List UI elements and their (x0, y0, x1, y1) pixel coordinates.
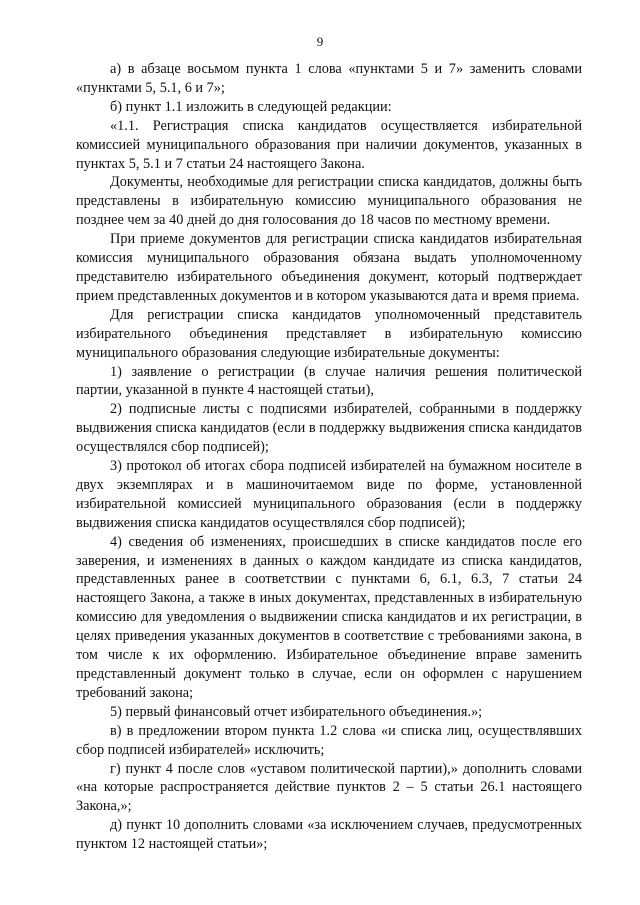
document-body (76, 60, 582, 854)
paragraph-documents-deadline: Документы, необходимые для регистрации списка кандидатов, должны быть представлены в избирательную комиссию муниципального образования не позднее чем за 40 дней до дня голосования до 18 часов по местному времени. (76, 174, 582, 229)
paragraph-amend-d: д) пункт 10 дополнить словами «за исключением случаев, предусмотренных пунктом 12 настоящей статьи»; (76, 817, 582, 853)
paragraph-clause-1-1: «1.1. Регистрация списка кандидатов осуществляется избирательной комиссией муниципального образования при наличии документов, указанных в пунктах 5, 5.1 и 7 статьи 24 настоящего Закона. (76, 117, 582, 172)
paragraph-amend-b: б) пункт 1.1 изложить в следующей редакции: (110, 98, 392, 115)
list-item-4: 4) сведения об изменениях, происшедших в списке кандидатов после его заверения, и изменениях в данных о каждом кандидате из списка кандидатов, представленных ранее в соответствии с пунктами 6, 6.1, 6.3, 7 статьи 24 настоящего Закона, а также в иных документах, представленных в избирательную комиссию для уведомления о выдвижении списка кандидатов и их регистрации, в целях приведения указанных документов в соответствие с требованиями закона, в том числе к их оформлению. Избирательное объединение вправе заменить представленный документ только в случае, если он оформлен с нарушением требований закона; (76, 533, 582, 701)
page-number: 9 (316, 34, 324, 49)
list-item-3: 3) протокол об итогах сбора подписей избирателей на бумажном носителе в двух экземплярах и в машиночитаемом виде по форме, установленной избирательной комиссией муниципального образования (если в поддержку выдвижения списка кандидатов осуществлялся сбор подписей); (76, 458, 582, 531)
list-item-1: 1) заявление о регистрации (в случае наличия решения политической партии, указанной в пункте 4 настоящей статьи), (76, 363, 582, 399)
paragraph-receipt: При приеме документов для регистрации списка кандидатов избирательная комиссия муниципального образования обязана выдать уполномоченному представителю избирательного объединения документ, который подтверждает прием представленных документов и в котором указываются дата и время приема. (76, 231, 582, 304)
list-item-2: 2) подписные листы с подписями избирателей, собранными в поддержку выдвижения списка кандидатов (если в поддержку выдвижения списка кандидатов осуществлялся сбор подписей); (76, 401, 582, 456)
list-item-5: 5) первый финансовый отчет избирательного объединения.»; (110, 703, 483, 720)
paragraph-documents-list-intro: Для регистрации списка кандидатов уполномоченный представитель избирательного объединения представляет в избирательную комиссию муниципального образования следующие избирательные документы: (76, 306, 582, 361)
paragraph-amend-v: в) в предложении втором пункта 1.2 слова «и списка лиц, осуществлявших сбор подписей избирателей» исключить; (76, 722, 582, 758)
paragraph-amend-a: а) в абзаце восьмом пункта 1 слова «пунктами 5 и 7» заменить словами «пунктами 5, 5.1, 6 и 7»; (76, 61, 582, 96)
paragraph-amend-g: г) пункт 4 после слов «уставом политической партии),» дополнить словами «на которые распространяется действие пунктов 2 – 5 статьи 26.1 настоящего Закона,»; (76, 760, 582, 815)
